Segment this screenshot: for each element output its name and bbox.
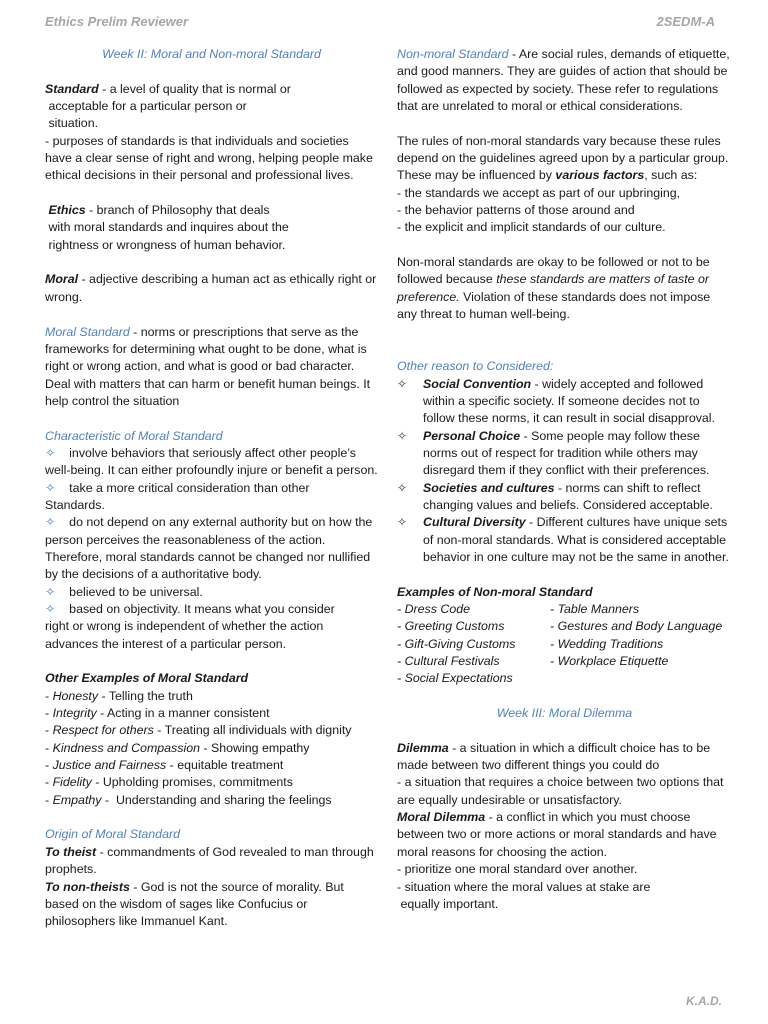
characteristic-item [45,480,378,515]
characteristic-list [45,445,378,653]
nonmoral-term: Non-moral Standard [397,47,509,61]
characteristic-text: based on objectivity. It means what you consider [69,602,335,616]
example-item: - Kindness and Compassion - Showing empathy [45,740,310,755]
origin-nontheist [45,879,378,931]
moral-dilemma-term: Moral Dilemma [397,810,486,825]
ethics-definition [45,202,378,254]
example-desc: - Understanding and sharing the feelings [101,792,332,807]
characteristic-text-cont: well-being. It can either profoundly injure or benefit a person. [45,463,378,478]
example-item: - Greeting Customs [397,619,505,634]
example-term: Fidelity [52,775,92,790]
example-item: - Social Expectations [397,671,513,686]
example-item: - Dress Code [397,602,470,616]
reason-desc: - Some people may follow these norms out of respect for tradition while others may disregard them if they conflict with their preferences. [423,428,710,478]
characteristic-text: believed to be universal. [69,584,203,599]
diamond-outline-icon: ✧ [397,515,408,530]
rules-list [397,185,732,237]
ethics-line3: rightness or wrongness of human behavior. [45,237,286,252]
rules-paragraph [397,133,732,185]
okay-text-cont: Violation of these standards does not impose any threat to human well-being. [397,289,711,322]
reason-item [397,514,732,566]
reason-term: Social Convention [423,376,532,391]
example-desc: - Telling the truth [98,688,193,703]
example-item: - Wedding Traditions [550,636,664,651]
dilemma-term: Dilemma [397,740,449,755]
example-item: - Respect for others - Treating all individuals with dignity [45,723,352,738]
nonmoral-desc: - Are social rules, demands of etiquette, and good manners. They are guides of action that should be followed as expected by society. These refer to regulations that are unrelated to moral or ethical considerations. [397,47,730,114]
rules-text: The rules of non-moral standards vary because these rules depend on the guidelines agreed upon by a particular group. These may be influenced by [397,133,729,183]
theist-desc: - commandments of God revealed to man through prophets. [45,844,374,877]
characteristic-text-cont: the person perceives the reasonableness of the action. Therefore, moral standards cannot be changed nor nullified by the decisions of a authoritative body. [45,515,373,582]
left-column [45,46,378,931]
nonmoral-examples-grid [397,601,732,688]
example-item: - Fidelity - Upholding promises, commitments [45,775,293,790]
example-desc: - equitable treatment [166,758,284,773]
reason-desc: - widely accepted and followed within a specific society. If someone decides not to follow these norms, it can result in social disapproval. [423,376,716,426]
diamond-outline-icon: ✧ [45,480,56,495]
ethics-line2: with moral standards and inquires about the [45,220,289,235]
origin-theist [45,844,378,879]
reason-item [397,480,732,515]
moral-dilemma-item: - prioritize one moral standard over another. [397,862,638,877]
okay-text: Non-moral standards are okay to be followed or not to be followed because [397,255,710,287]
example-item: - Empathy - Understanding and sharing the feelings [45,792,332,807]
moral-standard-desc: - norms or prescriptions that serve as the frameworks for determining what ought to be done, what is right or wrong action, and what is good or bad character. Deal with matters that can harm or benefit human beings. It help control the situation [45,324,371,408]
example-term: Justice and Fairness [52,758,167,773]
moral-term: Moral [45,272,79,287]
right-column [397,46,732,913]
moral-standard-definition [45,324,378,411]
characteristic-title: Characteristic of Moral Standard [45,428,223,443]
reason-item [397,376,732,428]
characteristic-text: do not depend on any external authority but on how [69,515,352,530]
example-desc: - Treating all individuals with dignity [153,723,352,738]
moral-standard-term: Moral Standard [45,324,130,339]
nonmoral-definition [397,46,732,115]
footer-initials: K.A.D. [686,994,722,1008]
origin-title: Origin of Moral Standard [45,827,180,842]
reason-term: Personal Choice [423,428,521,443]
nontheist-term: To non-theists [45,879,130,894]
example-item: - Integrity - Acting in a manner consistent [45,706,270,721]
moral-desc: - adjective describing a human act as ethically right or wrong. [45,272,377,304]
diamond-outline-icon: ✧ [45,584,56,599]
dilemma-definition [397,740,732,775]
diamond-outline-icon: ✧ [45,515,56,530]
rules-item: - the behavior patterns of those around and [397,203,635,218]
moral-dilemma-item: equally important. [397,896,499,911]
okay-paragraph [397,254,732,323]
characteristic-text-cont: Standards. [45,497,105,512]
characteristic-text: involve behaviors that seriously affect other people’s [69,445,356,460]
page-header-right: 2SEDM-A [656,14,715,29]
reason-term: Societies and cultures [423,480,555,495]
reason-desc: - Different cultures have unique sets of non-moral standards. What is considered acceptable behavior in one culture may not be the same in another. [423,515,729,564]
moral-definition [45,271,378,306]
example-term: Empathy [52,792,102,807]
moral-dilemma-item: - situation where the moral values at stake are [397,879,651,894]
example-item: - Justice and Fairness - equitable treatment [45,758,284,773]
okay-italic: these standards are matters of taste or preference. [397,272,710,304]
dilemma-desc: - a situation in which a difficult choice has to be made between two different things you could do [397,740,711,773]
moral-dilemma-desc: - a conflict in which you must choose between two or more actions or moral standards and have moral reasons for choosing the action. [397,810,717,859]
rules-item: - the standards we accept as part of our upbringing, [397,185,681,200]
other-examples-title: Other Examples of Moral Standard [45,671,249,686]
other-reason-title: Other reason to Considered: [397,359,554,374]
example-item: - Honesty - Telling the truth [45,688,193,703]
reason-item [397,428,732,480]
diamond-outline-icon: ✧ [45,602,56,616]
week3-title: Week III: Moral Dilemma [496,706,633,721]
nonmoral-examples-title: Examples of Non-moral Standard [397,584,593,599]
example-item: - Gestures and Body Language [550,619,723,634]
characteristic-text: take a more critical consideration than other [69,480,310,495]
example-term: Respect for others [52,723,154,738]
example-desc: - Upholding promises, commitments [91,775,293,790]
other-examples-list [45,688,378,809]
example-item: - Workplace Etiquette [550,654,669,669]
dilemma-desc2: - a situation that requires a choice between two options that are equally undesirable or unsatisfactory. [397,775,724,807]
example-term: Integrity [52,706,97,721]
standard-term: Standard [45,81,99,96]
diamond-outline-icon: ✧ [45,445,56,460]
example-term: Honesty [52,688,99,703]
example-desc: - Showing empathy [199,740,310,755]
moral-dilemma-definition [397,809,732,861]
characteristic-item [45,514,378,583]
page-header-left: Ethics Prelim Reviewer [45,14,189,29]
theist-term: To theist [45,844,97,859]
week2-title: Week II: Moral and Non-moral Standard [102,47,321,61]
standard-line1: - a level of quality that is normal or [98,81,291,96]
diamond-outline-icon: ✧ [397,480,408,495]
ethics-line1: - branch of Philosophy that deals [85,203,270,218]
standard-line3: situation. [45,116,99,131]
example-desc: - Acting in a manner consistent [96,706,270,721]
standard-line2: acceptable for a particular person or [45,99,247,114]
example-term: Kindness and Compassion [52,740,200,755]
characteristic-item [45,584,378,601]
rules-text-cont: , such as: [644,168,698,183]
diamond-outline-icon: ✧ [397,376,408,391]
characteristic-text-cont: right or wrong is independent of whether the action advances the interest of a particular person. [45,619,324,651]
example-item: - Gift-Giving Customs [397,636,516,651]
various-factors: various factors [555,168,645,183]
diamond-outline-icon: ✧ [397,428,408,443]
rules-item: - the explicit and implicit standards of our culture. [397,220,666,235]
characteristic-item [45,445,378,480]
ethics-term: Ethics [48,203,86,218]
example-item: - Table Manners [550,602,640,616]
example-item: - Cultural Festivals [397,654,500,669]
reason-term: Cultural Diversity [423,515,526,530]
standard-definition [45,81,378,185]
reason-list [397,376,732,567]
nontheist-desc: - God is not the source of morality. But based on the wisdom of sages like Confucius or philosophers like Immanuel Kant. [45,879,344,929]
characteristic-item [45,601,378,653]
example-item [550,670,732,687]
standard-purpose: - purposes of standards is that individuals and societies have a clear sense of right and wrong, helping people make ethical decisions in their personal and professional lives. [45,133,373,183]
reason-desc: - norms can shift to reflect changing values and beliefs. Considered acceptable. [423,480,714,512]
